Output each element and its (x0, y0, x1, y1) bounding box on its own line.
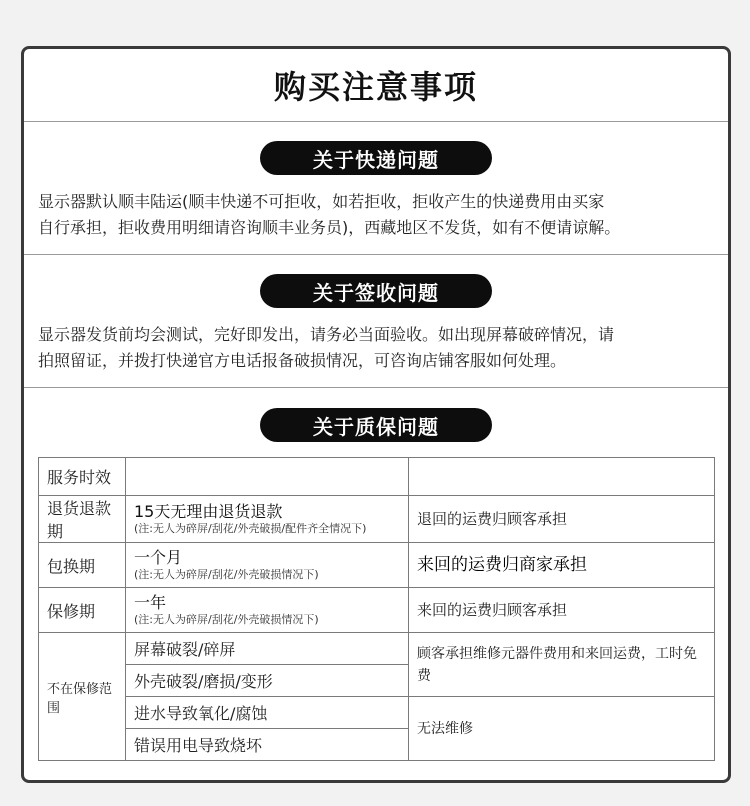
row-note: (注:无人为碎屏/刮花/外壳破损/配件齐全情况下) (134, 522, 367, 535)
shipping-line: 自行承担，拒收费用明细请咨询顺丰业务员)，西藏地区不发货，如有不便请谅解。 (38, 218, 621, 237)
row-note: (注:无人为碎屏/刮花/外壳破损情况下) (134, 613, 319, 626)
page-title: 购买注意事项 (273, 68, 478, 106)
row-right: 无法维修 (409, 697, 715, 761)
notice-card (21, 46, 731, 783)
row-label: 不在保修范围 (39, 633, 126, 761)
excluded-item: 屏幕破裂/碎屏 (126, 633, 409, 665)
shipping-text (38, 189, 718, 241)
excluded-item: 外壳破裂/磨损/变形 (126, 665, 409, 697)
row-label: 保修期 (39, 588, 126, 633)
excluded-item: 进水导致氧化/腐蚀 (126, 697, 409, 729)
shipping-section (24, 122, 728, 255)
table-row (39, 496, 715, 543)
warranty-heading: 关于质保问题 (260, 408, 492, 442)
row-right: 退回的运费归顾客承担 (409, 496, 715, 543)
row-main-text: 一年 (134, 593, 167, 612)
warranty-table (38, 457, 715, 761)
receipt-line: 显示器发货前均会测试，完好即发出，请务必当面验收。如出现屏幕破碎情况，请 (38, 325, 615, 344)
shipping-line: 显示器默认顺丰陆运(顺丰快递不可拒收，如若拒收，拒收产生的快递费用由买家 (38, 192, 605, 211)
shipping-heading: 关于快递问题 (260, 141, 492, 175)
table-row (39, 697, 715, 729)
row-right (409, 458, 715, 496)
receipt-text (38, 322, 718, 374)
row-label: 服务时效 (39, 458, 126, 496)
table-row (39, 458, 715, 496)
row-middle (126, 458, 409, 496)
receipt-line: 拍照留证，并拨打快递官方电话报备破损情况，可咨询店铺客服如何处理。 (38, 351, 567, 370)
table-row (39, 588, 715, 633)
row-main-text: 一个月 (134, 548, 183, 567)
receipt-section (24, 255, 728, 388)
row-middle (126, 588, 409, 633)
row-label: 退货退款期 (39, 496, 126, 543)
row-right: 来回的运费归商家承担 (409, 543, 715, 588)
table-row (39, 543, 715, 588)
warranty-section (24, 388, 728, 780)
row-right: 来回的运费归顾客承担 (409, 588, 715, 633)
row-right: 顾客承担维修元器件费用和来回运费，工时免费 (409, 633, 715, 697)
excluded-item: 错误用电导致烧坏 (126, 729, 409, 761)
row-middle (126, 543, 409, 588)
row-label: 包换期 (39, 543, 126, 588)
row-main-text: 15天无理由退货退款 (134, 502, 283, 521)
receipt-heading: 关于签收问题 (260, 274, 492, 308)
row-middle (126, 496, 409, 543)
title-box (24, 49, 728, 122)
row-note: (注:无人为碎屏/刮花/外壳破损情况下) (134, 568, 319, 581)
table-row (39, 633, 715, 665)
